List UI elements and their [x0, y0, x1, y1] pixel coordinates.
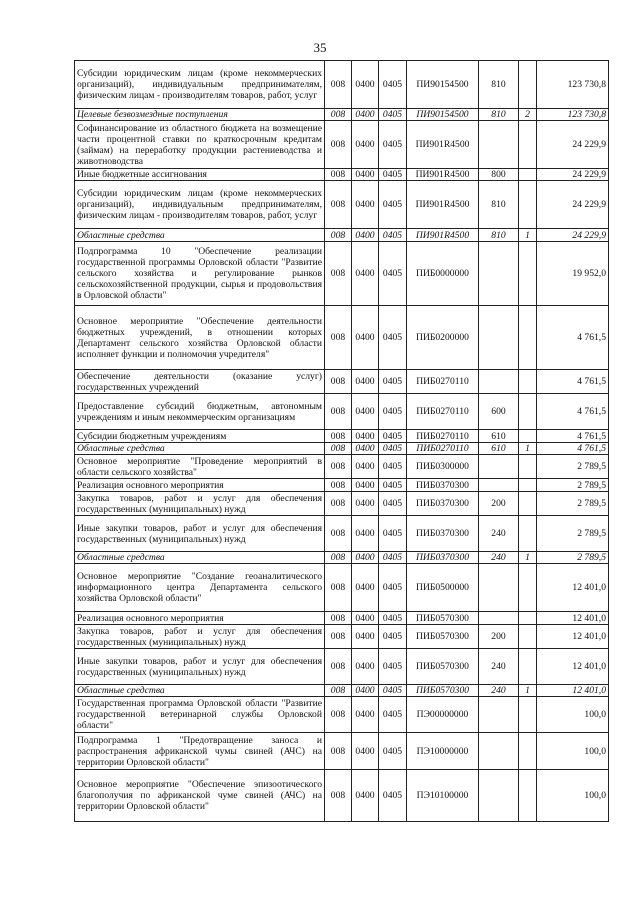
- row-podrazdel: 0405: [379, 121, 407, 169]
- row-podrazdel: 0405: [379, 479, 407, 492]
- row-grbs: 008: [325, 121, 352, 169]
- table-row: [75, 625, 609, 649]
- table-row: [75, 242, 609, 306]
- row-expense-type: [479, 455, 519, 479]
- row-name: Предоставление субсидий бюджетным, автономным учреждениям и иным некоммерческим организациям: [75, 394, 325, 430]
- row-target-article: ПИ901R4500: [407, 181, 479, 229]
- row-razdel: 0400: [352, 61, 379, 109]
- row-razdel: 0400: [352, 649, 379, 685]
- row-podrazdel: 0405: [379, 169, 407, 181]
- row-name: Основное мероприятие "Обеспечение эпизоотического благополучия по африканской чуме свиней (АЧС) на территории Орловской области": [75, 770, 325, 822]
- row-name: Субсидии бюджетным учреждениям: [75, 430, 325, 443]
- row-source: [519, 479, 537, 492]
- row-source: 1: [519, 229, 537, 242]
- table-row: [75, 733, 609, 770]
- row-expense-type: 810: [479, 109, 519, 121]
- row-grbs: 008: [325, 552, 352, 564]
- row-podrazdel: 0405: [379, 394, 407, 430]
- row-razdel: 0400: [352, 242, 379, 306]
- row-name: Подпрограмма 10 "Обеспечение реализации государственной программы Орловской области "Развитие сельского хозяйства и регулирование рынков сельскохозяйственной продукции, сырья и продовольствия в Орловской области": [75, 242, 325, 306]
- row-source: [519, 733, 537, 770]
- row-razdel: 0400: [352, 394, 379, 430]
- row-source: [519, 492, 537, 516]
- row-name: Областные средства: [75, 552, 325, 564]
- row-name: Обеспечение деятельности (оказание услуг) государственных учреждений: [75, 370, 325, 394]
- row-target-article: ПИ90154500: [407, 61, 479, 109]
- row-expense-type: 200: [479, 625, 519, 649]
- table-row: [75, 552, 609, 564]
- row-name: Иные закупки товаров, работ и услуг для обеспечения государственных (муниципальных) нужд: [75, 649, 325, 685]
- row-podrazdel: 0405: [379, 649, 407, 685]
- row-podrazdel: 0405: [379, 181, 407, 229]
- table-row: [75, 61, 609, 109]
- row-expense-type: [479, 733, 519, 770]
- row-podrazdel: 0405: [379, 443, 407, 455]
- row-name: Государственная программа Орловской области "Развитие государственной ветеринарной службы Орловской области": [75, 697, 325, 733]
- row-expense-type: 800: [479, 169, 519, 181]
- row-amount: 2 789,5: [537, 516, 609, 552]
- row-podrazdel: 0405: [379, 61, 407, 109]
- row-razdel: 0400: [352, 109, 379, 121]
- row-razdel: 0400: [352, 516, 379, 552]
- row-source: 2: [519, 109, 537, 121]
- row-razdel: 0400: [352, 169, 379, 181]
- row-expense-type: [479, 564, 519, 612]
- row-amount: 12 401,0: [537, 649, 609, 685]
- row-amount: 12 401,0: [537, 612, 609, 625]
- row-target-article: ПИ901R4500: [407, 169, 479, 181]
- row-podrazdel: 0405: [379, 109, 407, 121]
- table-row: [75, 121, 609, 169]
- row-target-article: ПИБ0570300: [407, 685, 479, 697]
- row-target-article: ПИБ0570300: [407, 625, 479, 649]
- row-expense-type: [479, 242, 519, 306]
- row-expense-type: [479, 121, 519, 169]
- row-podrazdel: 0405: [379, 564, 407, 612]
- row-amount: 2 789,5: [537, 492, 609, 516]
- row-name: Основное мероприятие "Обеспечение деятельности бюджетных учреждений, в отношении которых Департамент сельского хозяйства Орловской области исполняет функции и полномочия учредителя": [75, 306, 325, 370]
- row-grbs: 008: [325, 242, 352, 306]
- row-source: [519, 455, 537, 479]
- row-source: 1: [519, 552, 537, 564]
- row-target-article: ПИБ0570300: [407, 612, 479, 625]
- row-grbs: 008: [325, 685, 352, 697]
- row-name: Софинансирование из областного бюджета на возмещение части процентной ставки по краткосрочным кредитам (займам) на переработку продукции растениеводства и животноводства: [75, 121, 325, 169]
- table-row: [75, 612, 609, 625]
- row-amount: 4 761,5: [537, 443, 609, 455]
- row-target-article: ПИБ0200000: [407, 306, 479, 370]
- table-row: [75, 394, 609, 430]
- row-razdel: 0400: [352, 625, 379, 649]
- row-amount: 24 229,9: [537, 121, 609, 169]
- row-podrazdel: 0405: [379, 229, 407, 242]
- row-target-article: ПИБ0370300: [407, 492, 479, 516]
- row-source: [519, 649, 537, 685]
- row-source: [519, 612, 537, 625]
- row-razdel: 0400: [352, 121, 379, 169]
- row-grbs: 008: [325, 109, 352, 121]
- row-expense-type: 610: [479, 430, 519, 443]
- row-target-article: ПИ901R4500: [407, 229, 479, 242]
- row-grbs: 008: [325, 612, 352, 625]
- budget-table: [74, 60, 609, 822]
- row-amount: 12 401,0: [537, 625, 609, 649]
- row-podrazdel: 0405: [379, 612, 407, 625]
- row-amount: 2 789,5: [537, 552, 609, 564]
- row-source: [519, 625, 537, 649]
- row-amount: 100,0: [537, 697, 609, 733]
- row-expense-type: [479, 697, 519, 733]
- row-razdel: 0400: [352, 306, 379, 370]
- row-grbs: 008: [325, 492, 352, 516]
- row-source: 1: [519, 685, 537, 697]
- row-podrazdel: 0405: [379, 242, 407, 306]
- row-target-article: ПИБ0270110: [407, 394, 479, 430]
- row-grbs: 008: [325, 394, 352, 430]
- row-target-article: ПИБ0370300: [407, 552, 479, 564]
- row-target-article: ПИБ0370300: [407, 479, 479, 492]
- row-grbs: 008: [325, 479, 352, 492]
- row-source: [519, 169, 537, 181]
- row-amount: 4 761,5: [537, 370, 609, 394]
- row-razdel: 0400: [352, 455, 379, 479]
- row-name: Областные средства: [75, 229, 325, 242]
- row-razdel: 0400: [352, 733, 379, 770]
- row-grbs: 008: [325, 181, 352, 229]
- row-podrazdel: 0405: [379, 697, 407, 733]
- row-target-article: ПИБ0000000: [407, 242, 479, 306]
- row-podrazdel: 0405: [379, 430, 407, 443]
- row-name: Субсидии юридическим лицам (кроме некоммерческих организаций), индивидуальным предпринимателям, физическим лицам - производителям товаров, работ, услуг: [75, 61, 325, 109]
- table-row: [75, 169, 609, 181]
- row-target-article: ПИ90154500: [407, 109, 479, 121]
- table-row: [75, 770, 609, 822]
- row-source: [519, 242, 537, 306]
- row-target-article: ПИ901R4500: [407, 121, 479, 169]
- row-podrazdel: 0405: [379, 370, 407, 394]
- row-name: Закупка товаров, работ и услуг для обеспечения государственных (муниципальных) нужд: [75, 492, 325, 516]
- row-target-article: ПЭ10100000: [407, 770, 479, 822]
- row-expense-type: 240: [479, 685, 519, 697]
- row-expense-type: [479, 479, 519, 492]
- row-razdel: 0400: [352, 770, 379, 822]
- row-amount: 19 952,0: [537, 242, 609, 306]
- row-amount: 24 229,9: [537, 169, 609, 181]
- row-razdel: 0400: [352, 564, 379, 612]
- row-razdel: 0400: [352, 552, 379, 564]
- row-amount: 4 761,5: [537, 306, 609, 370]
- row-target-article: ПИБ0270110: [407, 443, 479, 455]
- row-source: [519, 306, 537, 370]
- row-amount: 4 761,5: [537, 394, 609, 430]
- row-grbs: 008: [325, 733, 352, 770]
- row-razdel: 0400: [352, 430, 379, 443]
- row-name: Целевые безвозмездные поступления: [75, 109, 325, 121]
- row-expense-type: 810: [479, 61, 519, 109]
- row-grbs: 008: [325, 306, 352, 370]
- row-grbs: 008: [325, 455, 352, 479]
- table-row: [75, 479, 609, 492]
- row-razdel: 0400: [352, 443, 379, 455]
- table-row: [75, 516, 609, 552]
- table-row: [75, 229, 609, 242]
- row-expense-type: 600: [479, 394, 519, 430]
- row-grbs: 008: [325, 625, 352, 649]
- row-podrazdel: 0405: [379, 770, 407, 822]
- row-expense-type: 810: [479, 181, 519, 229]
- row-expense-type: 240: [479, 552, 519, 564]
- row-amount: 24 229,9: [537, 181, 609, 229]
- table-row: [75, 181, 609, 229]
- row-amount: 123 730,8: [537, 109, 609, 121]
- row-name: Реализация основного мероприятия: [75, 612, 325, 625]
- row-expense-type: [479, 770, 519, 822]
- row-target-article: ПИБ0570300: [407, 649, 479, 685]
- page-number: 35: [313, 40, 327, 55]
- row-razdel: 0400: [352, 229, 379, 242]
- row-amount: 4 761,5: [537, 430, 609, 443]
- row-grbs: 008: [325, 770, 352, 822]
- table-row: [75, 370, 609, 394]
- table-row: [75, 455, 609, 479]
- row-name: Закупка товаров, работ и услуг для обеспечения государственных (муниципальных) нужд: [75, 625, 325, 649]
- row-source: [519, 430, 537, 443]
- row-razdel: 0400: [352, 697, 379, 733]
- row-amount: 100,0: [537, 733, 609, 770]
- row-target-article: ПИБ0300000: [407, 455, 479, 479]
- row-podrazdel: 0405: [379, 685, 407, 697]
- table-row: [75, 109, 609, 121]
- table-row: [75, 649, 609, 685]
- row-grbs: 008: [325, 430, 352, 443]
- row-name: Основное мероприятие "Проведение мероприятий в области сельского хозяйства": [75, 455, 325, 479]
- row-source: [519, 61, 537, 109]
- row-source: [519, 370, 537, 394]
- row-name: Реализация основного мероприятия: [75, 479, 325, 492]
- row-razdel: 0400: [352, 479, 379, 492]
- row-amount: 12 401,0: [537, 685, 609, 697]
- row-source: [519, 516, 537, 552]
- row-grbs: 008: [325, 516, 352, 552]
- row-podrazdel: 0405: [379, 552, 407, 564]
- row-name: Областные средства: [75, 685, 325, 697]
- row-razdel: 0400: [352, 181, 379, 229]
- row-grbs: 008: [325, 229, 352, 242]
- table-row: [75, 430, 609, 443]
- row-podrazdel: 0405: [379, 492, 407, 516]
- row-target-article: ПИБ0370300: [407, 516, 479, 552]
- row-source: [519, 697, 537, 733]
- row-expense-type: 240: [479, 649, 519, 685]
- row-podrazdel: 0405: [379, 516, 407, 552]
- row-grbs: 008: [325, 649, 352, 685]
- row-grbs: 008: [325, 61, 352, 109]
- row-target-article: ПЭ10000000: [407, 733, 479, 770]
- row-expense-type: [479, 306, 519, 370]
- row-grbs: 008: [325, 370, 352, 394]
- row-podrazdel: 0405: [379, 625, 407, 649]
- row-expense-type: 200: [479, 492, 519, 516]
- row-name: Иные закупки товаров, работ и услуг для обеспечения государственных (муниципальных) нужд: [75, 516, 325, 552]
- row-podrazdel: 0405: [379, 455, 407, 479]
- row-source: [519, 121, 537, 169]
- row-amount: 24 229,9: [537, 229, 609, 242]
- row-podrazdel: 0405: [379, 733, 407, 770]
- row-amount: 2 789,5: [537, 479, 609, 492]
- row-razdel: 0400: [352, 612, 379, 625]
- row-name: Подпрограмма 1 "Предотвращение заноса и распространения африканской чумы свиней (АЧС) на территории Орловской области": [75, 733, 325, 770]
- row-expense-type: 810: [479, 229, 519, 242]
- row-source: [519, 394, 537, 430]
- row-razdel: 0400: [352, 370, 379, 394]
- row-name: Областные средства: [75, 443, 325, 455]
- row-grbs: 008: [325, 169, 352, 181]
- row-amount: 123 730,8: [537, 61, 609, 109]
- row-target-article: ПЭ00000000: [407, 697, 479, 733]
- row-target-article: ПИБ0500000: [407, 564, 479, 612]
- table-row: [75, 443, 609, 455]
- row-source: [519, 770, 537, 822]
- table-row: [75, 492, 609, 516]
- table-row: [75, 564, 609, 612]
- row-amount: 100,0: [537, 770, 609, 822]
- row-expense-type: [479, 612, 519, 625]
- row-razdel: 0400: [352, 685, 379, 697]
- row-podrazdel: 0405: [379, 306, 407, 370]
- row-amount: 2 789,5: [537, 455, 609, 479]
- table-row: [75, 697, 609, 733]
- row-expense-type: [479, 370, 519, 394]
- row-source: [519, 564, 537, 612]
- row-name: Иные бюджетные ассигнования: [75, 169, 325, 181]
- row-razdel: 0400: [352, 492, 379, 516]
- row-amount: 12 401,0: [537, 564, 609, 612]
- row-target-article: ПИБ0270110: [407, 370, 479, 394]
- row-grbs: 008: [325, 697, 352, 733]
- row-source: [519, 181, 537, 229]
- row-source: 1: [519, 443, 537, 455]
- row-expense-type: 610: [479, 443, 519, 455]
- row-name: Субсидии юридическим лицам (кроме некоммерческих организаций), индивидуальным предпринимателям, физическим лицам - производителям товаров, работ, услуг: [75, 181, 325, 229]
- row-name: Основное мероприятие "Создание геоаналитического информационного центра Департамента сельского хозяйства Орловской области": [75, 564, 325, 612]
- table-row: [75, 685, 609, 697]
- row-grbs: 008: [325, 564, 352, 612]
- row-grbs: 008: [325, 443, 352, 455]
- table-row: [75, 306, 609, 370]
- row-expense-type: 240: [479, 516, 519, 552]
- row-target-article: ПИБ0270110: [407, 430, 479, 443]
